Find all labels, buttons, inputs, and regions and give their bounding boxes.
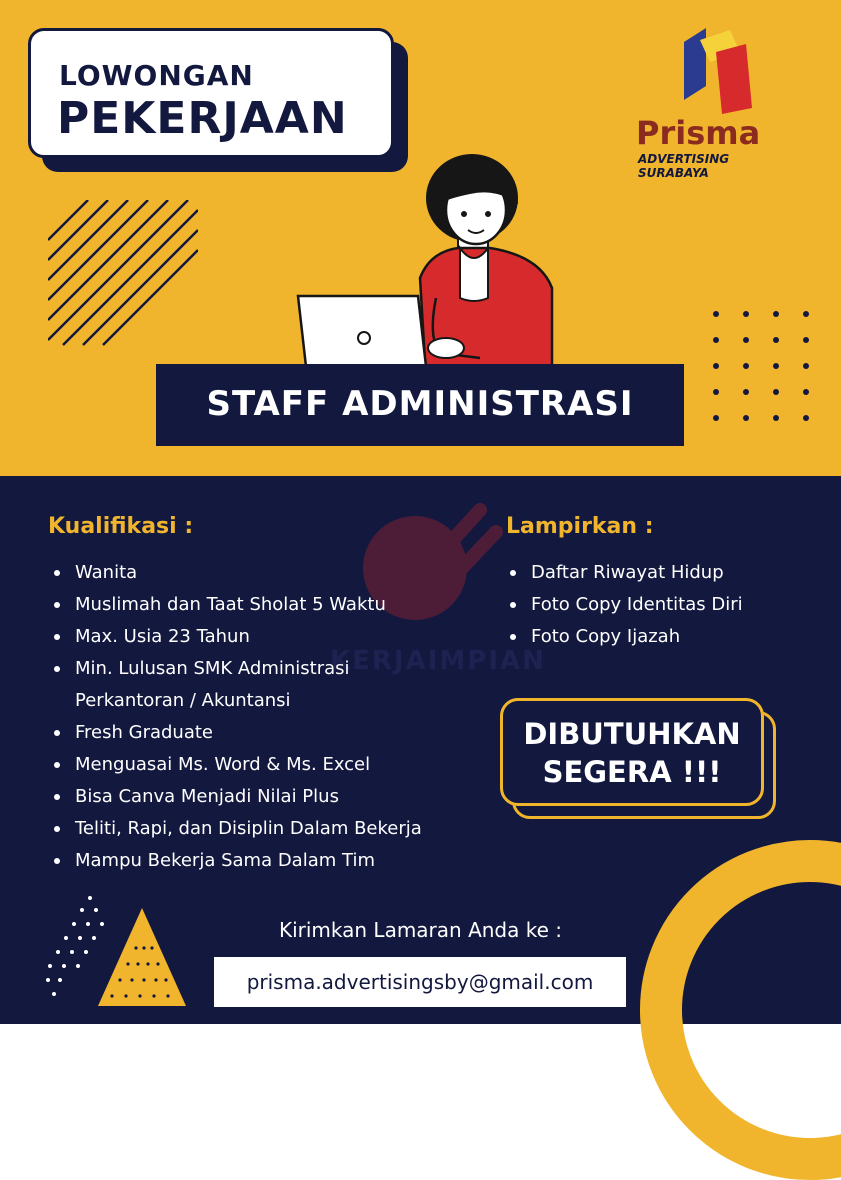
position-title: STAFF ADMINISTRASI xyxy=(206,384,634,424)
attachments-list xyxy=(506,557,826,653)
qualification-item: Max. Usia 23 Tahun xyxy=(50,621,490,653)
qualifications-title: Kualifikasi : xyxy=(48,514,194,539)
qualification-item: Mampu Bekerja Sama Dalam Tim xyxy=(50,845,490,877)
headline-line2: PEKERJAAN xyxy=(57,93,348,144)
dots-grid-decoration xyxy=(706,304,836,424)
qualification-item: Teliti, Rapi, dan Disiplin Dalam Bekerja xyxy=(50,813,490,845)
attachments-title: Lampirkan : xyxy=(506,514,654,539)
attachment-item: Foto Copy Ijazah xyxy=(506,621,826,653)
prisma-logo-icon xyxy=(680,22,760,114)
triangle-decoration xyxy=(40,888,200,1018)
qualification-item: Bisa Canva Menjadi Nilai Plus xyxy=(50,781,490,813)
urgent-line2: SEGERA !!! xyxy=(542,755,722,789)
qualification-item: Min. Lulusan SMK Administrasi Perkantoran / Akuntansi xyxy=(50,653,405,717)
qualification-item: Fresh Graduate xyxy=(50,717,490,749)
attachment-item: Daftar Riwayat Hidup xyxy=(506,557,826,589)
prisma-logo xyxy=(630,22,800,182)
headline-card xyxy=(28,28,394,158)
qualification-item: Wanita xyxy=(50,557,490,589)
qualification-item: Muslimah dan Taat Sholat 5 Waktu xyxy=(50,589,490,621)
watermark-text: KERJAIMPIAN xyxy=(330,646,546,676)
headline-line1: LOWONGAN xyxy=(59,59,254,92)
contact-label: Kirimkan Lamaran Anda ke : xyxy=(278,918,563,942)
position-banner xyxy=(156,364,684,446)
urgent-badge xyxy=(500,698,764,806)
email-box xyxy=(214,957,626,1007)
urgent-line1: DIBUTUHKAN xyxy=(523,717,741,751)
email-address[interactable]: prisma.advertisingsby@gmail.com xyxy=(246,970,594,994)
logo-name: Prisma xyxy=(636,114,761,152)
diagonal-stripes-decoration xyxy=(48,200,198,350)
logo-subtitle: ADVERTISING SURABAYA xyxy=(638,152,730,180)
woman-laptop-illustration xyxy=(290,148,570,388)
qualifications-list xyxy=(50,557,490,877)
attachment-item: Foto Copy Identitas Diri xyxy=(506,589,826,621)
qualification-item: Menguasai Ms. Word & Ms. Excel xyxy=(50,749,490,781)
